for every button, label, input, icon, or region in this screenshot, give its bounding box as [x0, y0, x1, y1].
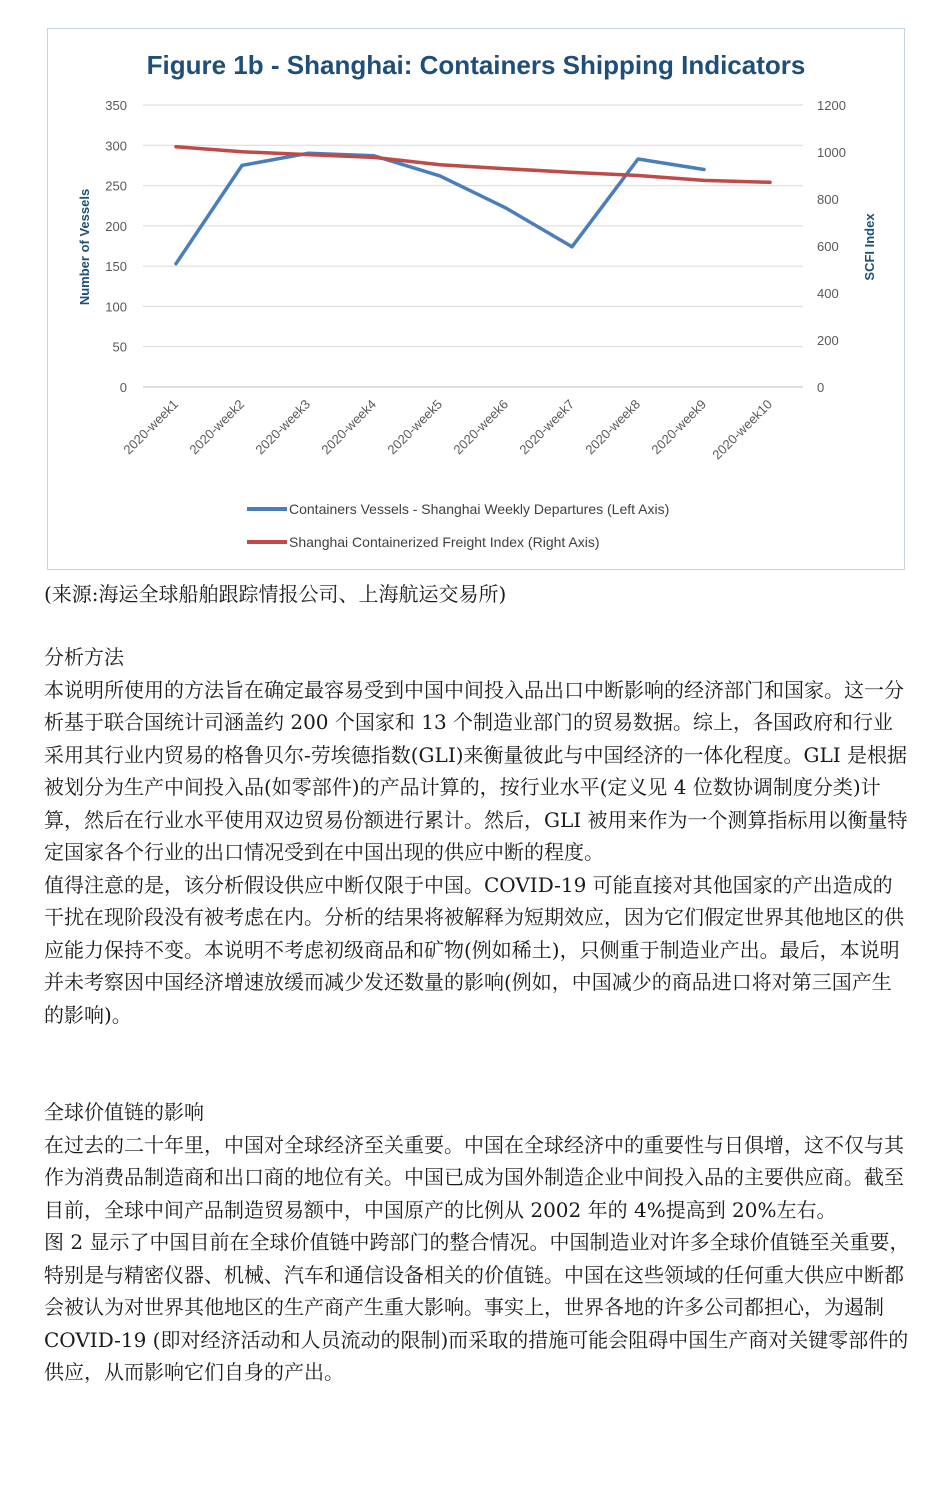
data-point	[307, 153, 310, 156]
x-tick-label: 2020-week8	[582, 396, 644, 458]
left-tick-label: 50	[112, 339, 127, 355]
x-tick-label: 2020-week5	[384, 396, 446, 458]
section-methodology	[44, 641, 910, 1031]
paragraph: 图 2 显示了中国目前在全球价值链中跨部门的整合情况。中国制造业对许多全球价值链至关重要，特别是与精密仪器、机械、汽车和通信设备相关的价值链。中国在这些领域的任何重大供应中断都会被认为对世界其他地区的生产商产生重大影响。事实上，世界各地的许多公司都担心，为遏制 COVID-19 (即对经济活动和人员流动的限制)而采取的措施可能会阻碍中国生产商对关键零部件的供应，从而影响它们自身的产出。	[44, 1230, 910, 1384]
left-axis-label: Number of Vessels	[77, 188, 92, 306]
data-point	[241, 150, 244, 153]
section-heading: 全球价值链的影响	[44, 1100, 204, 1124]
section-heading: 分析方法	[44, 645, 124, 669]
legend-label: Shanghai Containerized Freight Index (Right Axis)	[289, 534, 600, 550]
legend-label: Containers Vessels - Shanghai Weekly Departures (Left Axis)	[289, 501, 670, 517]
data-point	[175, 145, 178, 148]
data-point	[637, 157, 640, 160]
left-tick-label: 150	[105, 259, 127, 275]
left-tick-label: 200	[105, 218, 127, 234]
right-tick-label: 800	[817, 192, 839, 207]
data-point	[505, 207, 508, 210]
figure-source: (来源:海运全球船舶跟踪情报公司、上海航运交易所)	[44, 582, 507, 606]
x-tick-label: 2020-week1	[120, 396, 182, 458]
data-point	[571, 245, 574, 248]
x-tick-label: 2020-week10	[709, 396, 776, 463]
right-tick-label: 0	[817, 380, 825, 395]
chart-figure	[47, 28, 905, 570]
data-point	[439, 174, 442, 177]
chart-title: Figure 1b - Shanghai: Containers Shipping Indicators	[146, 50, 806, 80]
data-point	[769, 181, 772, 184]
section-gvc-impact	[44, 1096, 910, 1389]
paragraph: 在过去的二十年里，中国对全球经济至关重要。中国在全球经济中的重要性与日俱增，这不仅与其作为消费品制造商和出口商的地位有关。中国已成为国外制造企业中间投入品的主要供应商。截至目前，全球中间产品制造贸易额中，中国原产的比例从 2002 年的 4%提高到 20%左右。	[44, 1132, 904, 1222]
data-point	[703, 179, 706, 182]
paragraph: 本说明所使用的方法旨在确定最容易受到中国中间投入品出口中断影响的经济部门和国家。这一分析基于联合国统计司涵盖约 200 个国家和 13 个制造业部门的贸易数据。综上，各国政府和行业采用其行业内贸易的格鲁贝尔-劳埃德指数(GLI)来衡量彼此与中国经济的一体化程度。GLI 是根据被划分为生产中间投入品(如零部件)的产品计算的，按行业水平(定义见 4 位数协调制度分类)计算，然后在行业水平使用双边贸易份额进行累计。然后，GLI 被用来作为一个测算指标用以衡量特定国家各个行业的出口情况受到在中国出现的供应中断的程度。	[44, 677, 908, 864]
right-axis-label: SCFI Index	[862, 213, 877, 281]
data-point	[439, 163, 442, 166]
data-point	[175, 262, 178, 265]
right-tick-label: 1000	[817, 145, 846, 160]
x-tick-label: 2020-week6	[450, 396, 512, 458]
data-point	[571, 171, 574, 174]
x-tick-label: 2020-week3	[252, 396, 314, 458]
left-tick-label: 100	[105, 299, 127, 315]
data-point	[373, 156, 376, 159]
x-tick-label: 2020-week9	[648, 396, 710, 458]
left-tick-label: 250	[105, 178, 127, 194]
x-tick-label: 2020-week7	[516, 396, 578, 458]
line-chart	[48, 29, 904, 569]
left-tick-label: 350	[105, 98, 127, 113]
right-tick-label: 200	[817, 333, 839, 348]
left-tick-label: 300	[105, 138, 127, 154]
data-point	[637, 174, 640, 177]
right-tick-label: 400	[817, 286, 839, 301]
right-tick-label: 1200	[817, 98, 846, 113]
vessels-series-line	[176, 153, 704, 263]
data-point	[505, 167, 508, 170]
data-point	[703, 168, 706, 171]
x-tick-label: 2020-week2	[186, 396, 248, 458]
left-tick-label: 0	[119, 380, 127, 395]
right-tick-label: 600	[817, 239, 839, 254]
paragraph: 值得注意的是，该分析假设供应中断仅限于中国。COVID-19 可能直接对其他国家的产出造成的干扰在现阶段没有被考虑在内。分析的结果将被解释为短期效应，因为它们假定世界其他地区的供应能力保持不变。本说明不考虑初级商品和矿物(例如稀土)，只侧重于制造业产出。最后，本说明并未考察因中国经济增速放缓而减少发还数量的影响(例如，中国减少的商品进口将对第三国产生的影响)。	[44, 872, 904, 1027]
data-point	[241, 164, 244, 167]
x-tick-label: 2020-week4	[318, 396, 380, 458]
